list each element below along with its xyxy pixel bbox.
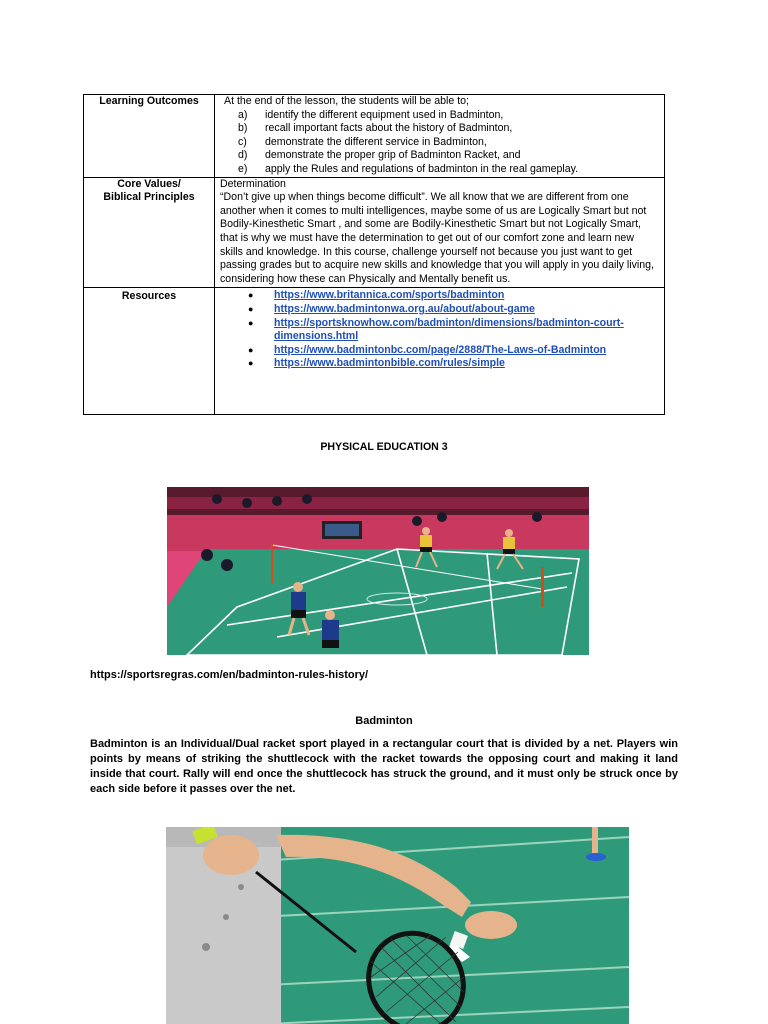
resource-item	[244, 344, 659, 358]
resources-content	[215, 288, 665, 415]
learning-item-text: demonstrate the proper grip of Badminton Racket, and	[265, 149, 521, 162]
learning-outcomes-content	[215, 95, 665, 178]
resources-label: Resources	[84, 288, 215, 415]
learning-item-marker: c)	[238, 135, 247, 148]
row-learning-outcomes	[84, 95, 665, 178]
resource-link[interactable]: https://www.badmintonwa.org.au/about/about-game	[274, 302, 535, 315]
core-values-content	[215, 177, 665, 288]
row-resources	[84, 288, 665, 415]
lesson-table	[83, 94, 665, 415]
bullet-icon: ●	[248, 344, 254, 355]
bullet-icon: ●	[248, 303, 254, 314]
core-values-label: Core Values/ Biblical Principles	[84, 177, 215, 288]
badminton-paragraph: Badminton is an Individual/Dual racket sport played in a rectangular court that is divided by a net. Players win points by means of striking the shuttlecock with the racket towards the opposing court and making it land inside that court. Rally will end once the shuttlecock has struck the ground, and it must only be struck once by each side before it passes over the net.	[90, 738, 678, 795]
doubles-match-photo	[167, 487, 589, 655]
serve-illustration	[166, 827, 629, 1024]
learning-outcomes-label: Learning Outcomes	[84, 95, 215, 178]
resource-item	[244, 289, 659, 303]
resource-link[interactable]: https://sportsknowhow.com/badminton/dimensions/badminton-court-dimensions.html	[274, 316, 624, 343]
learning-intro: At the end of the lesson, the students will be able to;	[224, 95, 469, 107]
learning-item	[224, 136, 659, 150]
learning-list	[224, 109, 659, 177]
row-core-values	[84, 177, 665, 288]
learning-item-text: demonstrate the different service in Badminton,	[265, 135, 487, 148]
resource-item	[244, 303, 659, 317]
bullet-icon: ●	[248, 358, 254, 369]
resource-link[interactable]: https://www.britannica.com/sports/badminton	[274, 289, 505, 302]
learning-item-marker: a)	[238, 108, 248, 121]
resources-list	[220, 289, 659, 371]
learning-item-marker: e)	[238, 162, 248, 175]
learning-item-text: apply the Rules and regulations of badminton in the real gameplay.	[265, 162, 579, 175]
serve-photo	[166, 827, 629, 1024]
learning-item-text: recall important facts about the history of Badminton,	[265, 122, 513, 135]
resource-link[interactable]: https://www.badmintonbible.com/rules/simple	[274, 357, 505, 370]
resource-item	[244, 357, 659, 371]
learning-item	[224, 109, 659, 123]
learning-item-marker: d)	[238, 149, 248, 162]
page-heading: PHYSICAL EDUCATION 3	[320, 441, 448, 453]
learning-item-marker: b)	[238, 122, 248, 135]
bullet-icon: ●	[248, 290, 254, 301]
resource-link[interactable]: https://www.badmintonbc.com/page/2888/The-Laws-of-Badminton	[274, 343, 607, 356]
bullet-icon: ●	[248, 317, 254, 328]
photo-source-url[interactable]: https://sportsregras.com/en/badminton-rules-history/	[90, 669, 369, 681]
section-title: Badminton	[355, 715, 413, 727]
values-title: Determination	[220, 177, 286, 190]
values-body: “Don’t give up when things become difficult”. We all know that we are different from one another when it comes to multi intelligences, maybe some of us are Logically Smart but not Bodily-Kinesthetic Smart , and some are Bodily-Kinesthetic Smart but not Logically Smart, that is why we must have the determination to get out of our comfort zone and learn new skills and knowledge. In this course, challenge yourself not because you just want to get passing grades but to acquire new skills and knowledge that you will apply in you daily living, considering how these can Physically and Mentally benefit us.	[220, 191, 655, 285]
learning-item	[224, 149, 659, 163]
learning-item	[224, 122, 659, 136]
doubles-match-illustration	[167, 487, 589, 655]
resource-item	[244, 317, 659, 344]
learning-item-text: identify the different equipment used in Badminton,	[265, 108, 504, 121]
learning-item	[224, 163, 659, 177]
